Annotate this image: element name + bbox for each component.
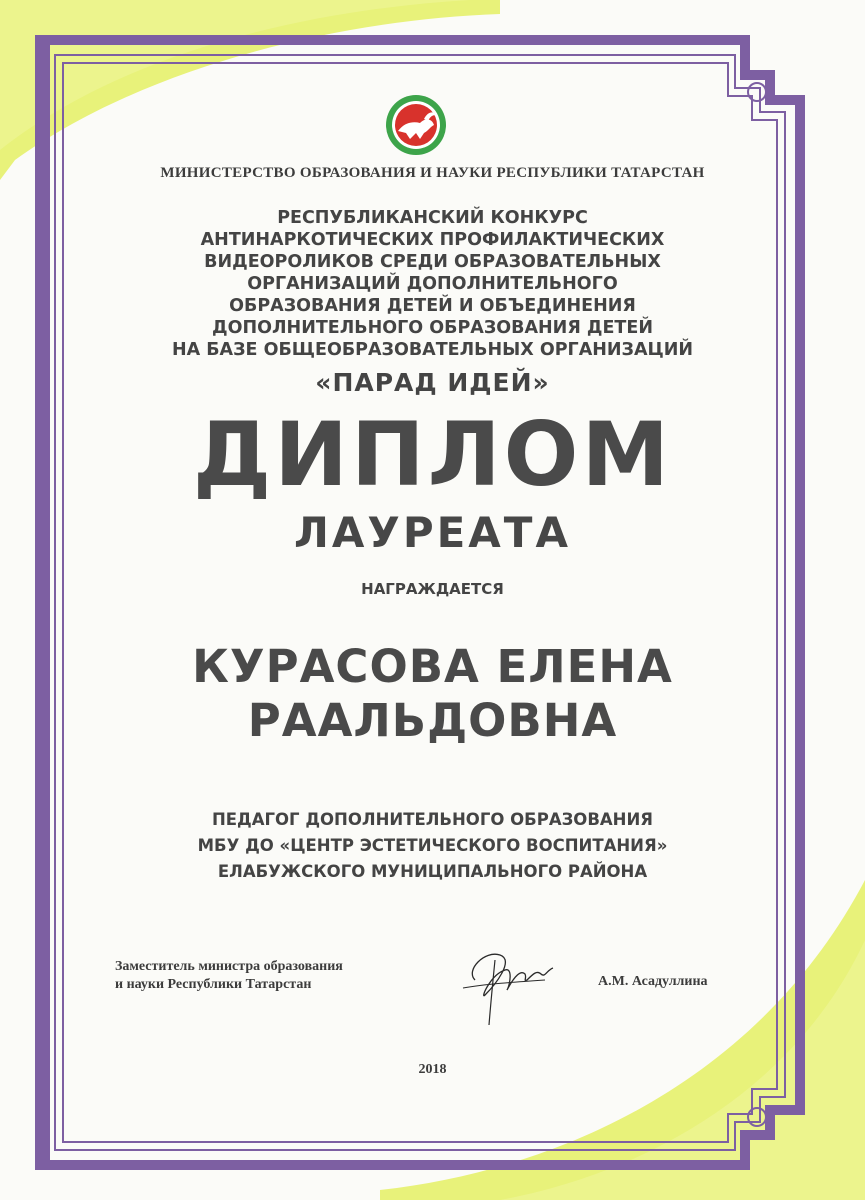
contest-line: РЕСПУБЛИКАНСКИЙ КОНКУРС [277,208,588,228]
signer-title [115,958,343,994]
contest-line: АНТИНАРКОТИЧЕСКИХ ПРОФИЛАКТИЧЕСКИХ [200,230,665,250]
contest-line: ОРГАНИЗАЦИЙ ДОПОЛНИТЕЛЬНОГО [247,274,618,294]
contest-line: НА БАЗЕ ОБЩЕОБРАЗОВАТЕЛЬНЫХ ОРГАНИЗАЦИЙ [171,340,694,360]
contest-line: ВИДЕОРОЛИКОВ СРЕДИ ОБРАЗОВАТЕЛЬНЫХ [204,252,661,272]
tatarstan-coat-of-arms-icon [384,93,448,157]
recipient-name [0,640,865,748]
ministry-heading: МИНИСТЕРСТВО ОБРАЗОВАНИЯ И НАУКИ РЕСПУБЛИКИ ТАТАРСТАН [160,165,705,181]
contest-name: «ПАРАД ИДЕЙ» [315,368,550,397]
signer-title-line: Заместитель министра образования [115,959,343,974]
diploma-title: ДИПЛОМ [192,403,673,506]
recipient-name-line: КУРАСОВА ЕЛЕНА [192,640,673,693]
recipient-position [0,807,865,885]
year: 2018 [418,1062,447,1077]
contest-line: ОБРАЗОВАНИЯ ДЕТЕЙ И ОБЪЕДИНЕНИЯ [229,296,636,316]
diploma-subtitle: ЛАУРЕАТА [294,508,571,557]
position-line: ПЕДАГОГ ДОПОЛНИТЕЛЬНОГО ОБРАЗОВАНИЯ [211,810,654,829]
contest-line: ДОПОЛНИТЕЛЬНОГО ОБРАЗОВАНИЯ ДЕТЕЙ [212,318,653,338]
position-line: ЕЛАБУЖСКОГО МУНИЦИПАЛЬНОГО РАЙОНА [217,862,648,881]
signer-name: А.М. Асадуллина [598,974,708,989]
handwritten-signature-icon [455,940,575,1030]
position-line: МБУ ДО «ЦЕНТР ЭСТЕТИЧЕСКОГО ВОСПИТАНИЯ» [197,836,668,855]
contest-description [0,207,865,361]
signer-title-line: и науки Республики Татарстан [115,977,312,992]
recipient-name-line: РААЛЬДОВНА [247,694,618,747]
awarded-label: НАГРАЖДАЕТСЯ [361,580,504,598]
